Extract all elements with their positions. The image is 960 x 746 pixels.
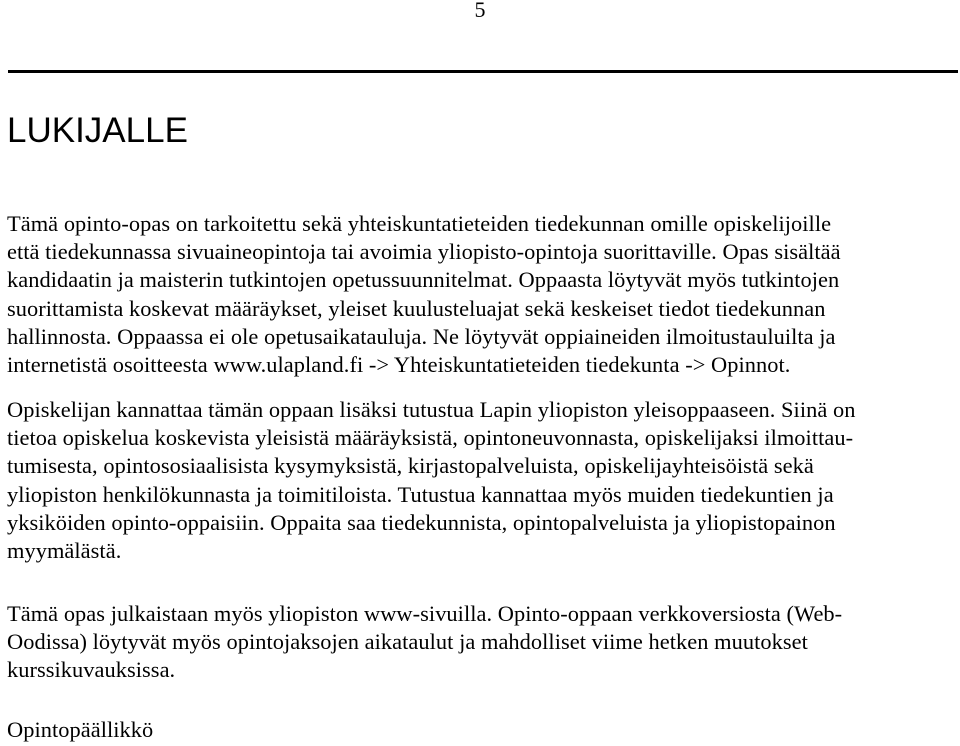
general-guide-paragraph: [7, 396, 957, 565]
text-line: internetistä osoitteesta www.ulapland.fi -> Yhteiskuntatieteiden tiedekunta -> Opinnot.: [7, 352, 791, 378]
text-line: yliopiston henkilökunnasta ja toimitiloista. Tutustua kannattaa myös muiden tiedekuntien ja: [7, 481, 834, 507]
text-line: Tämä opinto-opas on tarkoitettu sekä yhteiskuntatieteiden tiedekunnan omille opiskelijoille: [7, 211, 832, 236]
page-number: 5: [474, 0, 486, 22]
intro-paragraph: [7, 210, 957, 379]
text-line: kurssikuvauksissa.: [7, 657, 176, 683]
text-line: tumisesta, opintososiaalisista kysymyksistä, kirjastopalveluista, opiskelijayhteisöistä sekä: [7, 453, 814, 479]
header-rule: [8, 70, 958, 73]
text-line: Tämä opas julkaistaan myös yliopiston www-sivuilla. Opinto-oppaan verkkoversiosta (Web-: [7, 601, 843, 626]
web-version-paragraph: [7, 600, 957, 685]
text-line: myymälästä.: [7, 538, 122, 564]
text-line: Oodissa) löytyvät myös opintojaksojen aikataulut ja mahdolliset viime hetken muutokset: [7, 629, 808, 655]
text-line: tietoa opiskelua koskevista yleisistä määräyksistä, opintoneuvonnasta, opiskelijaksi ilmoittau-: [7, 425, 854, 451]
text-line: yksiköiden opinto-oppaisiin. Oppaita saa tiedekunnista, opintopalveluista ja yliopistopainon: [7, 509, 836, 535]
signature-line: Opintopäällikkö: [7, 717, 154, 742]
page-heading: LUKIJALLE: [7, 111, 188, 150]
signature: [7, 716, 957, 744]
text-line: että tiedekunnassa sivuaineopintoja tai avoimia yliopisto-opintoja suorittaville. Opas sisältää: [7, 239, 841, 265]
text-line: suorittamista koskevat määräykset, yleiset kuulusteluajat sekä keskeiset tiedot tiedekunnan: [7, 295, 826, 321]
text-line: hallinnosta. Oppaassa ei ole opetusaikatauluja. Ne löytyvät oppiaineiden ilmoitustauluilta ja: [7, 323, 836, 349]
text-line: kandidaatin ja maisterin tutkintojen opetussuunnitelmat. Oppaasta löytyvät myös tutkintojen: [7, 267, 840, 293]
text-line: Opiskelijan kannattaa tämän oppaan lisäksi tutustua Lapin yliopiston yleisoppaaseen. Siinä on: [7, 397, 856, 422]
